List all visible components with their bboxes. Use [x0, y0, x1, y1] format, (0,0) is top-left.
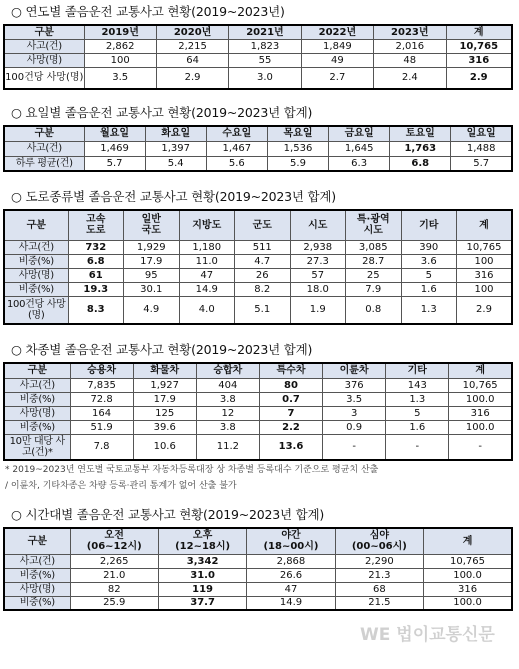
table-cell: 316	[446, 53, 512, 67]
table-weekday	[3, 125, 513, 172]
table-cell: 47	[179, 268, 235, 282]
table-cell: 14.9	[247, 596, 335, 610]
table-row	[4, 582, 512, 596]
table-cell: 1.9	[290, 296, 346, 324]
table-cell: 5.7	[84, 156, 145, 171]
table-cell: 21.0	[70, 568, 158, 582]
header-cell: 기타	[401, 210, 457, 240]
table-cell: 1.6	[401, 282, 457, 296]
header-cell: 승용차	[70, 363, 133, 378]
table-cell: 2,016	[374, 39, 446, 53]
table-cell: 48	[374, 53, 446, 67]
row-label: 비중(%)	[4, 420, 70, 434]
table-cell: 18.0	[290, 282, 346, 296]
table-cell: 2,938	[290, 240, 346, 254]
table-row	[4, 282, 512, 296]
table-cell: 376	[323, 378, 386, 392]
table-cell: 100.0	[449, 420, 512, 434]
table-cell: 143	[386, 378, 449, 392]
table-cell: 5.7	[451, 156, 512, 171]
table-cell: 511	[235, 240, 291, 254]
header-cell: 야간 (18~00시)	[247, 528, 335, 554]
table-cell: 1,927	[133, 378, 196, 392]
table-cell: 164	[70, 406, 133, 420]
table-header-row	[4, 528, 512, 554]
table-cell: 3,342	[158, 554, 246, 568]
watermark: WE 법이교통신문	[360, 625, 495, 645]
table-cell: 0.7	[259, 392, 322, 406]
table-row	[4, 240, 512, 254]
table-row	[4, 554, 512, 568]
header-cell: 금요일	[329, 126, 390, 141]
table-row	[4, 434, 512, 460]
table-cell: 100.0	[424, 596, 512, 610]
table-cell: 10,765	[446, 39, 512, 53]
table-cell: 316	[457, 268, 513, 282]
table-cell: 1,849	[301, 39, 373, 53]
header-cell: 시도	[290, 210, 346, 240]
table-cell: 51.9	[70, 420, 133, 434]
table-cell: 17.9	[124, 254, 180, 268]
table-cell: 25	[346, 268, 402, 282]
table-cell: 404	[196, 378, 259, 392]
header-cell: 심야 (00~06시)	[335, 528, 423, 554]
table-cell: 6.3	[329, 156, 390, 171]
table-row	[4, 141, 512, 156]
table-cell: 72.8	[70, 392, 133, 406]
table-row	[4, 53, 512, 67]
header-cell: 특·광역 시도	[346, 210, 402, 240]
table-cell: 17.9	[133, 392, 196, 406]
table-road-type	[3, 209, 513, 325]
header-cell: 2021년	[229, 25, 301, 39]
header-cell: 수요일	[206, 126, 267, 141]
table-cell: 2.2	[259, 420, 322, 434]
table-cell: 0.8	[346, 296, 402, 324]
table-cell: 49	[301, 53, 373, 67]
row-label: 사고(건)	[4, 141, 84, 156]
table-row	[4, 392, 512, 406]
header-cell: 지방도	[179, 210, 235, 240]
header-cell: 고속 도로	[68, 210, 124, 240]
table-cell: 37.7	[158, 596, 246, 610]
table-cell: 100.0	[424, 568, 512, 582]
table-cell: 61	[68, 268, 124, 282]
table-cell: 6.8	[68, 254, 124, 268]
table-row	[4, 268, 512, 282]
table-yearly	[3, 24, 513, 90]
table-row	[4, 406, 512, 420]
table-cell: 3.8	[196, 420, 259, 434]
table-cell: 100.0	[449, 392, 512, 406]
table-cell: 82	[70, 582, 158, 596]
table-cell: 26	[235, 268, 291, 282]
table-cell: 100	[457, 282, 513, 296]
footnote: * 2019~2023년 연도별 국토교통부 자동차등록대장 상 차종별 등록대수 기준으로 평균치 산출	[5, 465, 379, 475]
table-cell: 0.9	[323, 420, 386, 434]
header-cell: 구분	[4, 25, 84, 39]
table-row	[4, 296, 512, 324]
table-cell: -	[449, 434, 512, 460]
table-cell: 3.8	[196, 392, 259, 406]
table-cell: 3	[323, 406, 386, 420]
table-cell: 119	[158, 582, 246, 596]
table-cell: 7.9	[346, 282, 402, 296]
table-cell: 80	[259, 378, 322, 392]
table-row	[4, 596, 512, 610]
row-label: 사망(명)	[4, 582, 70, 596]
table-cell: 57	[290, 268, 346, 282]
table-cell: 1,469	[84, 141, 145, 156]
header-cell: 2023년	[374, 25, 446, 39]
header-cell: 오전 (06~12시)	[70, 528, 158, 554]
row-label: 10만 대당 사고(건)*	[4, 434, 70, 460]
header-cell: 오후 (12~18시)	[158, 528, 246, 554]
table-cell: 5.1	[235, 296, 291, 324]
table-cell: 68	[335, 582, 423, 596]
row-label: 100건당 사망(명)	[4, 67, 84, 89]
table-cell: 4.7	[235, 254, 291, 268]
table-row	[4, 378, 512, 392]
table-cell: 3.0	[229, 67, 301, 89]
table-cell: 1,397	[145, 141, 206, 156]
header-cell: 목요일	[267, 126, 328, 141]
row-label: 비중(%)	[4, 254, 68, 268]
table-cell: 55	[229, 53, 301, 67]
table-cell: 732	[68, 240, 124, 254]
section-title-road-type: ○ 도로종류별 졸음운전 교통사고 현황(2019~2023년 합계)	[11, 189, 336, 204]
row-label: 사고(건)	[4, 240, 68, 254]
table-cell: 125	[133, 406, 196, 420]
table-cell: 2,868	[247, 554, 335, 568]
table-cell: 7.8	[70, 434, 133, 460]
table-row	[4, 254, 512, 268]
table-cell: 100	[457, 254, 513, 268]
row-label: 사고(건)	[4, 554, 70, 568]
table-cell: 1,536	[267, 141, 328, 156]
table-cell: 2.4	[374, 67, 446, 89]
header-cell: 이륜차	[323, 363, 386, 378]
table-cell: 1,645	[329, 141, 390, 156]
header-cell: 승합차	[196, 363, 259, 378]
table-cell: 4.9	[124, 296, 180, 324]
header-cell: 구분	[4, 126, 84, 141]
section-title-weekday: ○ 요일별 졸음운전 교통사고 현황(2019~2023년 합계)	[11, 105, 313, 120]
header-cell: 일반 국도	[124, 210, 180, 240]
row-label: 사망(명)	[4, 268, 68, 282]
table-cell: -	[386, 434, 449, 460]
table-cell: 8.3	[68, 296, 124, 324]
table-cell: 2.9	[156, 67, 228, 89]
table-cell: 26.6	[247, 568, 335, 582]
table-cell: 5.6	[206, 156, 267, 171]
section-title-yearly: ○ 연도별 졸음운전 교통사고 현황(2019~2023년)	[11, 4, 285, 19]
table-cell: 14.9	[179, 282, 235, 296]
header-cell: 계	[449, 363, 512, 378]
table-cell: 10,765	[457, 240, 513, 254]
table-cell: 1,488	[451, 141, 512, 156]
table-cell: 21.5	[335, 596, 423, 610]
table-cell: 2.9	[446, 67, 512, 89]
table-cell: 7,835	[70, 378, 133, 392]
table-cell: 10.6	[133, 434, 196, 460]
row-label: 사고(건)	[4, 378, 70, 392]
table-cell: 11.2	[196, 434, 259, 460]
header-cell: 2022년	[301, 25, 373, 39]
table-cell: 12	[196, 406, 259, 420]
table-cell: 1,823	[229, 39, 301, 53]
table-cell: 25.9	[70, 596, 158, 610]
header-cell: 토요일	[390, 126, 451, 141]
table-header-row	[4, 210, 512, 240]
table-header-row	[4, 25, 512, 39]
row-label: 비중(%)	[4, 596, 70, 610]
header-cell: 구분	[4, 528, 70, 554]
table-cell: 11.0	[179, 254, 235, 268]
table-cell: 8.2	[235, 282, 291, 296]
table-row	[4, 39, 512, 53]
header-cell: 2020년	[156, 25, 228, 39]
table-header-row	[4, 363, 512, 378]
table-cell: 3.5	[84, 67, 156, 89]
table-cell: 6.8	[390, 156, 451, 171]
section-title-vehicle-type: ○ 차종별 졸음운전 교통사고 현황(2019~2023년 합계)	[11, 342, 313, 357]
header-cell: 기타	[386, 363, 449, 378]
row-label: 하루 평균(건)	[4, 156, 84, 171]
header-cell: 군도	[235, 210, 291, 240]
table-cell: 2,290	[335, 554, 423, 568]
row-label: 사망(명)	[4, 406, 70, 420]
table-cell: 100	[84, 53, 156, 67]
table-cell: 1,180	[179, 240, 235, 254]
header-cell: 계	[457, 210, 513, 240]
table-row	[4, 568, 512, 582]
table-cell: 47	[247, 582, 335, 596]
table-cell: 2,265	[70, 554, 158, 568]
header-cell: 계	[446, 25, 512, 39]
table-cell: 31.0	[158, 568, 246, 582]
header-cell: 화요일	[145, 126, 206, 141]
table-cell: 2,215	[156, 39, 228, 53]
table-cell: 13.6	[259, 434, 322, 460]
table-cell: 316	[424, 582, 512, 596]
header-cell: 구분	[4, 210, 68, 240]
table-cell: 3.6	[401, 254, 457, 268]
table-cell: 390	[401, 240, 457, 254]
row-label: 비중(%)	[4, 392, 70, 406]
table-cell: 27.3	[290, 254, 346, 268]
footnote: / 이륜차, 기타차종은 차량 등록·관리 통계가 없어 산출 불가	[5, 481, 237, 491]
table-cell: 2.9	[457, 296, 513, 324]
table-cell: -	[323, 434, 386, 460]
table-row	[4, 156, 512, 171]
table-cell: 5	[401, 268, 457, 282]
table-cell: 5	[386, 406, 449, 420]
table-cell: 95	[124, 268, 180, 282]
table-cell: 2.7	[301, 67, 373, 89]
row-label: 사망(명)	[4, 53, 84, 67]
header-cell: 계	[424, 528, 512, 554]
table-header-row	[4, 126, 512, 141]
header-cell: 2019년	[84, 25, 156, 39]
table-cell: 5.4	[145, 156, 206, 171]
header-cell: 특수차	[259, 363, 322, 378]
table-cell: 3,085	[346, 240, 402, 254]
table-cell: 39.6	[133, 420, 196, 434]
table-row	[4, 420, 512, 434]
table-cell: 1.3	[386, 392, 449, 406]
table-cell: 1,763	[390, 141, 451, 156]
table-time-of-day	[3, 527, 513, 611]
table-cell: 10,765	[424, 554, 512, 568]
table-cell: 1.3	[401, 296, 457, 324]
table-cell: 3.5	[323, 392, 386, 406]
table-cell: 7	[259, 406, 322, 420]
table-cell: 1,929	[124, 240, 180, 254]
table-cell: 1,467	[206, 141, 267, 156]
header-cell: 월요일	[84, 126, 145, 141]
row-label: 비중(%)	[4, 282, 68, 296]
header-cell: 화물차	[133, 363, 196, 378]
table-cell: 21.3	[335, 568, 423, 582]
table-cell: 5.9	[267, 156, 328, 171]
header-cell: 구분	[4, 363, 70, 378]
table-vehicle-type	[3, 362, 513, 461]
table-cell: 316	[449, 406, 512, 420]
table-cell: 64	[156, 53, 228, 67]
table-cell: 19.3	[68, 282, 124, 296]
section-title-time-of-day: ○ 시간대별 졸음운전 교통사고 현황(2019~2023년 합계)	[11, 507, 325, 522]
table-cell: 1.6	[386, 420, 449, 434]
row-label: 비중(%)	[4, 568, 70, 582]
row-label: 100건당 사망(명)	[4, 296, 68, 324]
table-cell: 4.0	[179, 296, 235, 324]
row-label: 사고(건)	[4, 39, 84, 53]
table-cell: 2,862	[84, 39, 156, 53]
table-cell: 28.7	[346, 254, 402, 268]
header-cell: 일요일	[451, 126, 512, 141]
table-row	[4, 67, 512, 89]
table-cell: 30.1	[124, 282, 180, 296]
table-cell: 10,765	[449, 378, 512, 392]
